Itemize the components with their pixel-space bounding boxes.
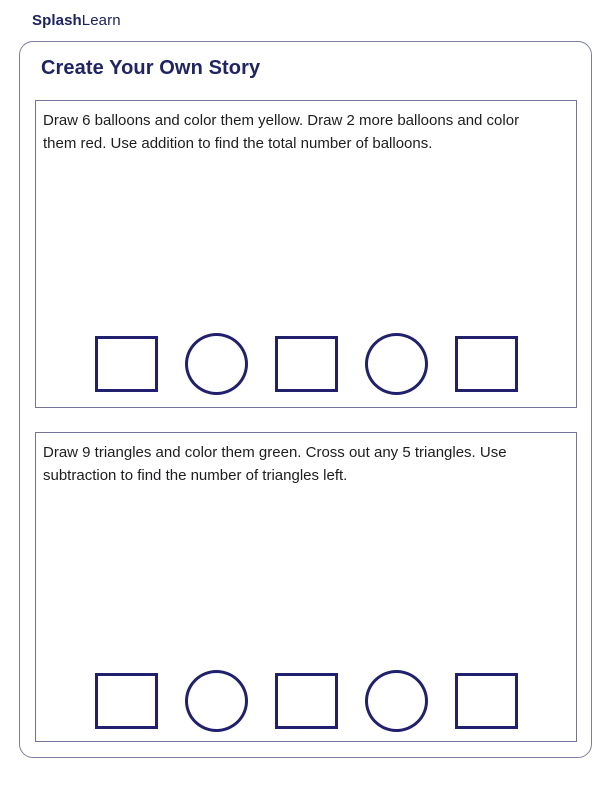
circle-shape	[365, 670, 428, 732]
square-shape	[275, 336, 338, 392]
square-shape	[455, 673, 518, 729]
square-shape	[275, 673, 338, 729]
task-box-subtraction	[35, 432, 577, 742]
logo-text-regular: Learn	[81, 12, 121, 29]
square-shape	[95, 336, 158, 392]
circle-shape	[185, 333, 248, 395]
square-shape	[455, 336, 518, 392]
worksheet-card	[19, 41, 592, 758]
circle-shape	[365, 333, 428, 395]
task-instruction-subtraction: Draw 9 triangles and color them green. Cross out any 5 triangles. Use subtraction to find the number of triangles left.	[43, 444, 507, 484]
square-shape	[95, 673, 158, 729]
shapes-row-subtraction	[36, 670, 576, 732]
task-box-addition	[35, 100, 577, 408]
page-title: Create Your Own Story	[41, 57, 261, 79]
task-instruction-addition: Draw 6 balloons and color them yellow. Draw 2 more balloons and color them red. Use addition to find the total number of balloons.	[43, 112, 520, 152]
shapes-row-addition	[36, 333, 576, 395]
logo-text-bold: Splash	[32, 12, 82, 29]
splashlearn-logo	[32, 12, 121, 29]
circle-shape	[185, 670, 248, 732]
